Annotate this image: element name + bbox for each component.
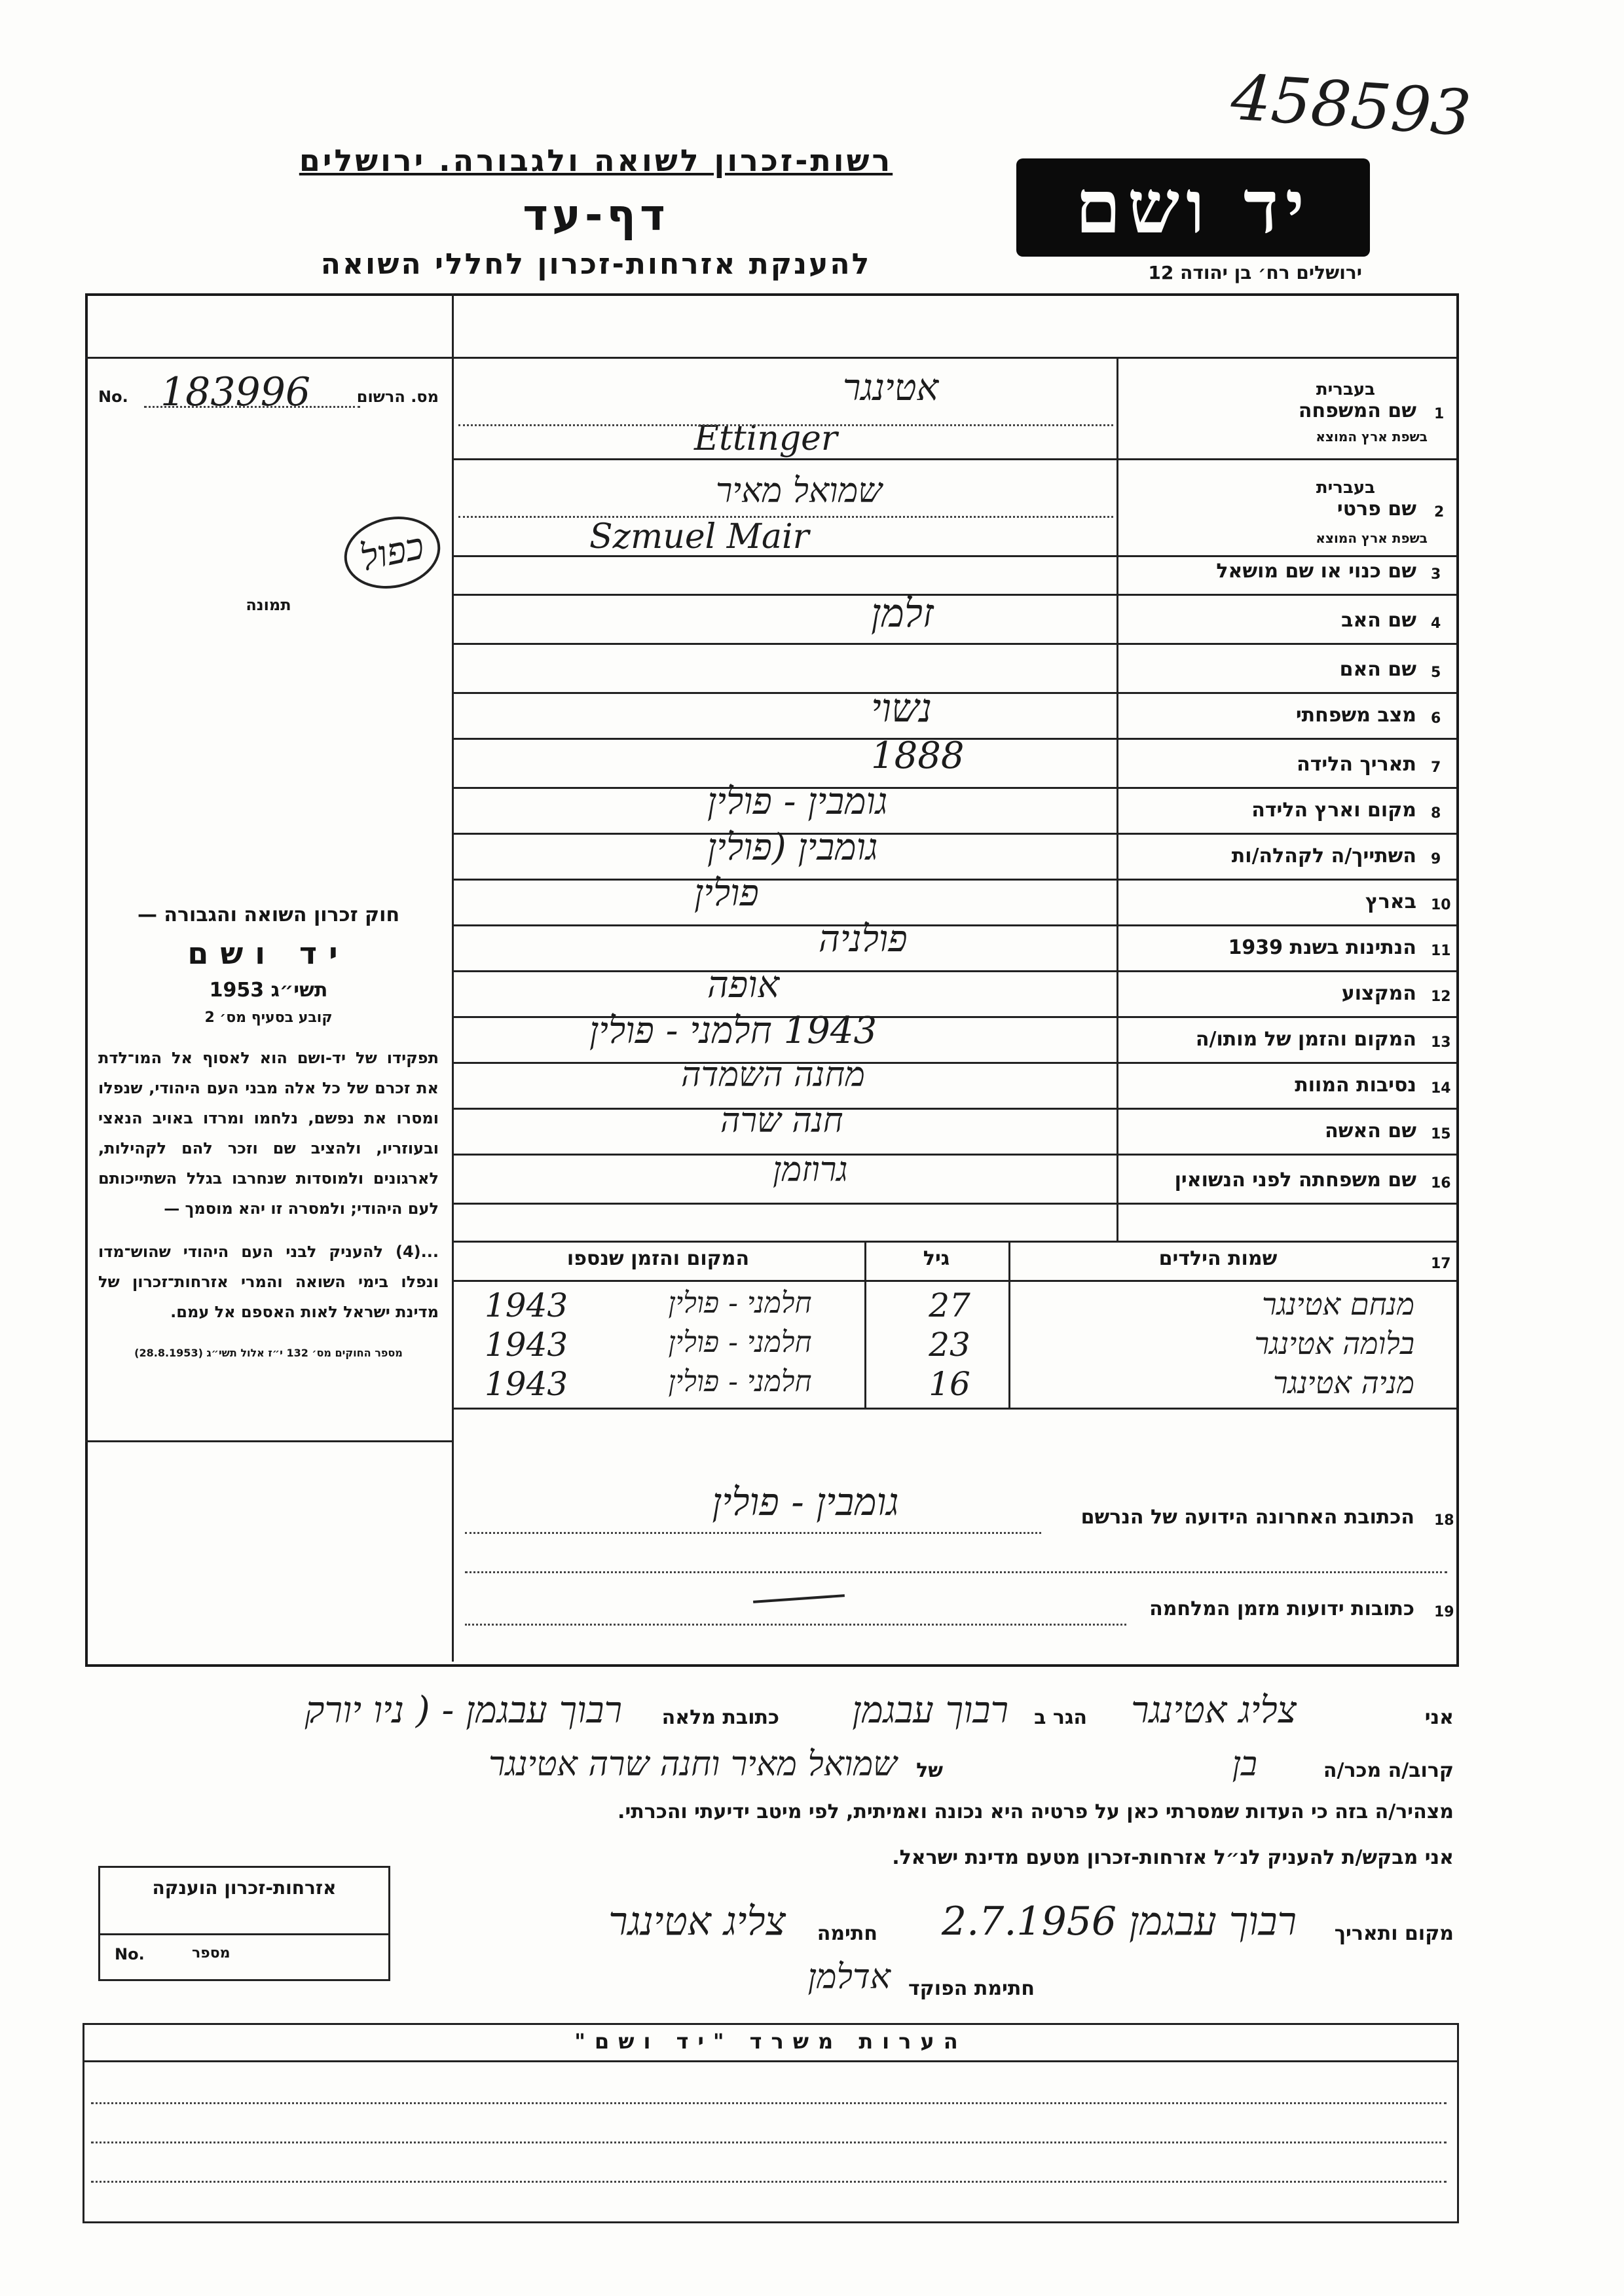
archive-number: 458593 bbox=[1228, 60, 1473, 151]
field-16-label: שם משפחתה לפני הנשואין bbox=[1174, 1169, 1416, 1192]
decl-name[interactable]: צליג אטינגר bbox=[1131, 1689, 1297, 1732]
declaration-signature-line bbox=[419, 1899, 1454, 1951]
field-4-row-line bbox=[452, 643, 1456, 645]
field-13-label: המקום והזמן של מותו/ה bbox=[1195, 1028, 1416, 1051]
field-1-dotted bbox=[458, 424, 1113, 426]
certificate-number-label: מספר bbox=[192, 1945, 231, 1961]
child-3-place[interactable]: חלמני - פולין bbox=[668, 1365, 812, 1398]
children-header-line bbox=[452, 1280, 1456, 1282]
decl-full-address-label: כתובת מלאה bbox=[661, 1706, 779, 1729]
field-14-number: 14 bbox=[1431, 1080, 1451, 1097]
yad-vashem-logo bbox=[1016, 158, 1370, 257]
photo-stamp-text: כפול bbox=[356, 524, 428, 580]
children-header-age: גיל bbox=[923, 1247, 950, 1270]
field-10-label: בארץ bbox=[1365, 890, 1416, 913]
field-6-label: מצב משפחתי bbox=[1295, 704, 1416, 727]
field-11-value[interactable]: פולניה bbox=[819, 918, 908, 960]
child-1-age[interactable]: 27 bbox=[929, 1286, 970, 1324]
field-3-label: שם כנוי או שם מושאל bbox=[1216, 560, 1416, 583]
left-column-bottom-line bbox=[85, 1440, 453, 1442]
field-2-label: שם פרטי bbox=[1337, 498, 1416, 520]
registration-prefix: No. bbox=[98, 388, 128, 406]
field-12-value[interactable]: אופה bbox=[707, 964, 780, 1006]
decl-relation-label: קרוב/ה מכר/ה bbox=[1323, 1759, 1454, 1782]
field-3-number: 3 bbox=[1431, 566, 1441, 583]
children-col-1 bbox=[864, 1241, 866, 1408]
child-2-name[interactable]: בלומה אטינגר bbox=[1254, 1326, 1414, 1361]
field-7-row-line bbox=[452, 787, 1456, 789]
field-1-number: 1 bbox=[1434, 406, 1445, 422]
field-5-number: 5 bbox=[1431, 665, 1441, 681]
field-2-value-origin[interactable]: Szmuel Mair bbox=[589, 517, 809, 556]
children-top-line bbox=[452, 1241, 1456, 1243]
field-2-value[interactable]: שמואל מאיר bbox=[715, 471, 883, 511]
field-15-label: שם האשה bbox=[1325, 1120, 1416, 1142]
field-9-label: השתייך/ה לקהלה/ות bbox=[1231, 845, 1416, 867]
notes-line-3 bbox=[91, 2181, 1447, 2183]
child-2-age[interactable]: 23 bbox=[929, 1326, 970, 1364]
office-notes-box bbox=[83, 2023, 1459, 2223]
children-col-2 bbox=[1008, 1241, 1010, 1408]
row-line-top-2 bbox=[452, 555, 1456, 557]
field-13-number: 13 bbox=[1431, 1034, 1451, 1051]
law-year: תשי״ג 1953 bbox=[209, 979, 328, 1002]
certificate-no: No. bbox=[115, 1945, 145, 1963]
law-name: יד ושם bbox=[187, 936, 350, 971]
registration-underline bbox=[144, 406, 360, 408]
law-body: תפקידו של יד-ושם הוא לאסוף אל המו־לדת את זכרם של כל אלה מבני העם היהודי, שנפלו ומסרו את נפשם, נלחמו ומרדו באויב הנאצי ובעוזריו, ולהציב שם וזכר להם לקהילות, לארגונים ולמוסדות שנחרבו בגלל השתייכותם לעם היהודי; ולמסרה זו יהא מוסמך — bbox=[98, 1049, 439, 1218]
field-12-label: המקצוע bbox=[1341, 982, 1416, 1005]
child-3-name[interactable]: מניה אטינגר bbox=[1272, 1365, 1414, 1400]
field-8-value[interactable]: גומבין - פולין bbox=[707, 780, 888, 823]
top-band-divider bbox=[85, 357, 1456, 359]
certificate-title: אזרחות-זכרון הוענקה bbox=[152, 1877, 337, 1899]
child-2-year[interactable]: 1943 bbox=[485, 1326, 568, 1364]
field-2-hebrew-sub: בעברית bbox=[1316, 478, 1375, 498]
field-10-value[interactable]: פולין bbox=[694, 872, 759, 915]
field-1-hebrew-sub: בעברית bbox=[1316, 380, 1375, 399]
declaration-line-3: מצהיר/ה בזה כי העדות שמסרתי כאן על פרטיה היא נכונה ואמיתית, לפי מיטב ידיעתי והכרתי. bbox=[618, 1800, 1454, 1823]
law-gazette: מספר החוקים מס׳ 132 י״ז אלול תשי״ג (28.8.1953) bbox=[134, 1347, 403, 1359]
field-18-label: הכתובת האחרונה הידועה של הנרשם bbox=[1080, 1506, 1414, 1529]
children-header-names: שמות הילדים bbox=[1158, 1247, 1278, 1270]
declaration-line-2 bbox=[92, 1745, 1454, 1791]
row-line-top-1 bbox=[452, 458, 1456, 460]
declaration-line-4: אני מבקש/ת להעניק לנ״ל אזרחות-זכרון מטעם מדינת ישראל. bbox=[892, 1846, 1454, 1869]
field-12-number: 12 bbox=[1431, 989, 1451, 1005]
field-1-origin-sub: בשפת ארץ המוצא bbox=[1316, 429, 1428, 445]
place-date-label: מקום ותאריך bbox=[1334, 1922, 1454, 1945]
field-7-value[interactable]: 1888 bbox=[871, 735, 965, 777]
field-18-dotted-2 bbox=[465, 1571, 1447, 1573]
notes-line-2 bbox=[91, 2141, 1447, 2143]
form-title: דף-עד bbox=[523, 190, 669, 240]
field-4-label: שם האב bbox=[1341, 609, 1416, 632]
field-6-value[interactable]: נשוי bbox=[871, 685, 932, 731]
field-14-value[interactable]: מחנה השמדה bbox=[681, 1055, 865, 1095]
field-10-row-line bbox=[452, 924, 1456, 926]
field-13-value[interactable]: 1943 חלמני - פולין bbox=[589, 1010, 877, 1052]
field-5-label: שם האם bbox=[1339, 658, 1416, 681]
decl-i: אני bbox=[1424, 1706, 1454, 1729]
field-18-value[interactable]: גומבין - פולין bbox=[712, 1480, 899, 1524]
field-5-row-line bbox=[452, 692, 1456, 694]
child-1-place[interactable]: חלמני - פולין bbox=[668, 1286, 812, 1320]
field-7-number: 7 bbox=[1431, 759, 1441, 776]
field-1-value-origin[interactable]: Ettinger bbox=[694, 419, 838, 458]
form-subtitle: להענקת אזרחות-זכרון לחללי השואה bbox=[320, 247, 872, 281]
field-2-dotted bbox=[458, 516, 1113, 518]
place-date[interactable]: רבוך עבגמן 2.7.1956 bbox=[941, 1899, 1297, 1944]
field-8-number: 8 bbox=[1431, 805, 1441, 822]
field-14-label: נסיבות המוות bbox=[1295, 1074, 1416, 1097]
law-title: חוק זכרון השואה והגבורה — bbox=[137, 903, 400, 926]
decl-of-label: של bbox=[916, 1759, 943, 1782]
registration-label: מס. הרשום bbox=[356, 388, 439, 406]
officer-label: חתימת הפוקד bbox=[908, 1977, 1035, 2000]
field-2-number: 2 bbox=[1434, 504, 1445, 520]
field-16-row-line bbox=[452, 1203, 1456, 1205]
child-1-year[interactable]: 1943 bbox=[485, 1286, 568, 1324]
decl-full-address[interactable]: רבוך עבגמן - ( ניו יורק bbox=[304, 1689, 622, 1732]
registration-number-field[interactable] bbox=[98, 369, 439, 415]
field-13-row-line bbox=[452, 1062, 1456, 1064]
field-6-number: 6 bbox=[1431, 710, 1441, 727]
children-header-place: המקום והזמן שנספו bbox=[566, 1247, 750, 1270]
signature-label: חתימה bbox=[817, 1922, 877, 1945]
decl-relation[interactable]: בן bbox=[1232, 1745, 1257, 1784]
field-14-row-line bbox=[452, 1108, 1456, 1110]
field-7-label: תאריך הלידה bbox=[1297, 753, 1416, 776]
field-9-value[interactable]: גומבין (פולין bbox=[707, 826, 878, 869]
field-2-origin-sub: בשפת ארץ המוצא bbox=[1316, 530, 1428, 546]
child-1-name[interactable]: מנחם אטינגר bbox=[1262, 1286, 1414, 1322]
field-19-dotted bbox=[465, 1624, 1126, 1626]
field-11-row-line bbox=[452, 970, 1456, 972]
field-8-row-line bbox=[452, 833, 1456, 835]
child-3-year[interactable]: 1943 bbox=[485, 1365, 568, 1403]
field-1-label: שם המשפחה bbox=[1298, 399, 1416, 422]
officer-signature[interactable]: אדלמן bbox=[807, 1958, 891, 1997]
field-15-value[interactable]: חנה שרה bbox=[720, 1101, 843, 1140]
field-3-row-line bbox=[452, 594, 1456, 596]
field-18-dotted bbox=[465, 1532, 1041, 1534]
field-9-number: 9 bbox=[1431, 851, 1441, 867]
field-10-number: 10 bbox=[1431, 897, 1451, 913]
logo-text: יד ושם bbox=[1075, 164, 1312, 250]
decl-city[interactable]: רבוך עבגמן bbox=[852, 1689, 1008, 1732]
child-3-age[interactable]: 16 bbox=[929, 1365, 970, 1403]
registration-value: 183996 bbox=[160, 369, 311, 415]
photo-label: תמונה bbox=[246, 596, 291, 614]
field-15-row-line bbox=[452, 1154, 1456, 1156]
office-notes-title: הערות משרד "יד ושם" bbox=[574, 2029, 967, 2054]
field-18-number: 18 bbox=[1434, 1512, 1454, 1529]
field-19-number: 19 bbox=[1434, 1604, 1454, 1620]
address: ירושלים רח׳ בן יהודה 12 bbox=[1148, 262, 1362, 283]
left-column-divider bbox=[452, 293, 454, 1662]
field-1-value[interactable]: אטינגר bbox=[842, 367, 939, 409]
field-11-number: 11 bbox=[1431, 943, 1451, 959]
law-block bbox=[98, 903, 439, 1359]
signature[interactable]: צליג אטינגר bbox=[608, 1899, 786, 1944]
officer-signature-line bbox=[419, 1958, 1035, 2003]
authority-title: רשות-זכרון לשואה ולגבורה. ירושלים bbox=[299, 143, 893, 178]
notes-line-1 bbox=[91, 2102, 1447, 2104]
field-8-label: מקום וארץ הלידה bbox=[1251, 799, 1416, 822]
field-11-label: הנתינות בשנת 1939 bbox=[1228, 936, 1416, 959]
declaration-line-1 bbox=[92, 1689, 1454, 1735]
certificate-box bbox=[98, 1866, 390, 1981]
law-clause: ...(4) להעניק לבני העם היהודי שהוש־מדו ונפלו בימי השואה והמרי אזרחות־זכרון של מדינת ישראל לאות האספם אל עמם. bbox=[98, 1243, 439, 1321]
field-4-value[interactable]: זלמן bbox=[871, 591, 934, 636]
children-bottom-line bbox=[452, 1408, 1456, 1410]
field-19-label: כתובות ידועות מזמן המלחמה bbox=[1149, 1597, 1414, 1620]
decl-of[interactable]: שמואל מאיר וחנה שרה אטינגר bbox=[489, 1745, 897, 1784]
field-9-row-line bbox=[452, 879, 1456, 881]
field-16-number: 16 bbox=[1431, 1175, 1451, 1192]
field-15-number: 15 bbox=[1431, 1126, 1451, 1142]
field-4-number: 4 bbox=[1431, 615, 1441, 632]
field-16-value[interactable]: גרוזמן bbox=[773, 1150, 848, 1190]
decl-lives-in: הגר ב bbox=[1034, 1706, 1087, 1729]
child-2-place[interactable]: חלמני - פולין bbox=[668, 1326, 812, 1359]
field-17-number: 17 bbox=[1431, 1256, 1451, 1272]
law-section: קובע בסעיף מס׳ 2 bbox=[204, 1010, 333, 1026]
